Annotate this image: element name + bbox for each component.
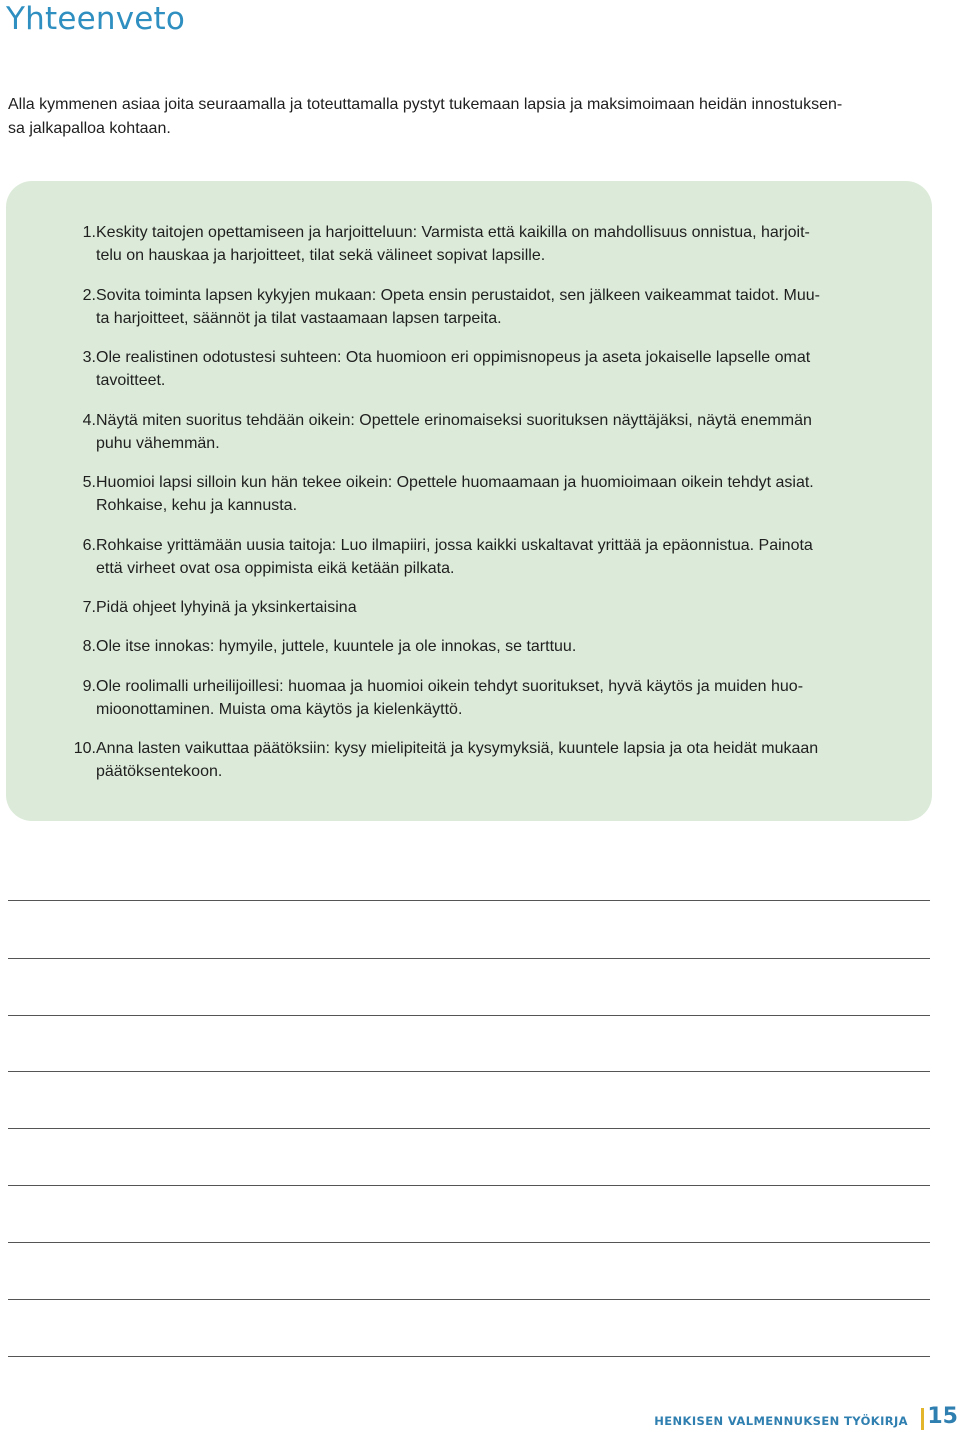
tip-text <box>96 596 916 619</box>
tip-line: päätöksentekoon. <box>96 763 223 780</box>
tip-text <box>96 675 916 721</box>
tip-number: 7. <box>82 599 96 616</box>
tip-line: Ole itse innokas: hymyile, juttele, kuuntele ja ole innokas, se tarttuu. <box>96 638 577 655</box>
tip-line: Anna lasten vaikuttaa päätöksiin: kysy mielipiteitä ja kysymyksiä, kuuntele lapsia ja ota heidät mukaan <box>96 740 819 757</box>
tip-number: 6. <box>82 537 96 554</box>
tip-number: 9. <box>82 678 96 695</box>
tip-number: 3. <box>82 349 96 366</box>
tip-text <box>96 534 916 580</box>
writing-line <box>8 1242 930 1243</box>
tip-line: Ole roolimalli urheilijoillesi: huomaa ja huomioi oikein tehdyt suoritukset, hyvä käytös ja muiden huo- <box>96 678 804 695</box>
tip-line: Huomioi lapsi silloin kun hän tekee oikein: Opettele huomaamaan ja huomioimaan oikein tehdyt asiat. <box>96 474 814 491</box>
intro-paragraph <box>8 93 928 141</box>
tip-number: 2. <box>82 287 96 304</box>
tip-text <box>96 284 916 330</box>
tip-number: 1. <box>82 224 96 241</box>
tip-line: puhu vähemmän. <box>96 435 220 452</box>
page-title: Yhteenveto <box>6 1 186 37</box>
tip-line: mioonottaminen. Muista oma käytös ja kielenkäyttö. <box>96 701 463 718</box>
intro-line: Alla kymmenen asiaa joita seuraamalla ja toteuttamalla pystyt tukemaan lapsia ja maksimoimaan heidän innostuksen- <box>8 96 843 113</box>
writing-line <box>8 1128 930 1129</box>
tip-number: 8. <box>82 638 96 655</box>
page-footer <box>654 1400 960 1436</box>
writing-line <box>8 900 930 901</box>
tip-line: Pidä ohjeet lyhyinä ja yksinkertaisina <box>96 599 357 616</box>
tips-box <box>6 181 932 821</box>
footer-divider <box>921 1408 924 1430</box>
writing-line <box>8 1015 930 1016</box>
writing-line <box>8 1356 930 1357</box>
page-number: 15 <box>927 1404 958 1429</box>
tip-number: 4. <box>82 412 96 429</box>
writing-line <box>8 1299 930 1300</box>
tip-text <box>96 409 916 455</box>
intro-line: sa jalkapalloa kohtaan. <box>8 120 171 137</box>
tip-line: Ole realistinen odotustesi suhteen: Ota huomioon eri oppimisnopeus ja aseta jokaiselle lapselle omat <box>96 349 811 366</box>
tip-line: Rohkaise, kehu ja kannusta. <box>96 497 298 514</box>
tip-text <box>96 346 916 392</box>
tip-text <box>96 737 916 783</box>
tip-line: että virheet ovat osa oppimista eikä ketään pilkata. <box>96 560 455 577</box>
tip-line: Sovita toiminta lapsen kykyjen mukaan: Opeta ensin perustaidot, sen jälkeen vaikeammat taidot. Muu- <box>96 287 820 304</box>
tip-line: Rohkaise yrittämään uusia taitoja: Luo ilmapiiri, jossa kaikki uskaltavat yrittää ja epäonnistua. Painota <box>96 537 813 554</box>
writing-line <box>8 958 930 959</box>
footer-book-title: HENKISEN VALMENNUKSEN TYÖKIRJA <box>654 1414 908 1428</box>
tip-number: 5. <box>82 474 96 491</box>
tip-text <box>96 471 916 517</box>
tip-line: tavoitteet. <box>96 372 166 389</box>
tip-line: ta harjoitteet, säännöt ja tilat vastaamaan lapsen tarpeita. <box>96 310 502 327</box>
writing-line <box>8 1185 930 1186</box>
writing-line <box>8 1071 930 1072</box>
tip-text <box>96 635 916 658</box>
tip-line: Keskity taitojen opettamiseen ja harjoitteluun: Varmista että kaikilla on mahdollisuus onnistua, harjoit- <box>96 224 810 241</box>
tip-number: 10. <box>73 740 96 757</box>
tip-line: Näytä miten suoritus tehdään oikein: Opettele erinomaiseksi suorituksen näyttäjäksi, näytä enemmän <box>96 412 812 429</box>
tip-line: telu on hauskaa ja harjoitteet, tilat sekä välineet sopivat lapsille. <box>96 247 546 264</box>
tip-text <box>96 221 916 267</box>
